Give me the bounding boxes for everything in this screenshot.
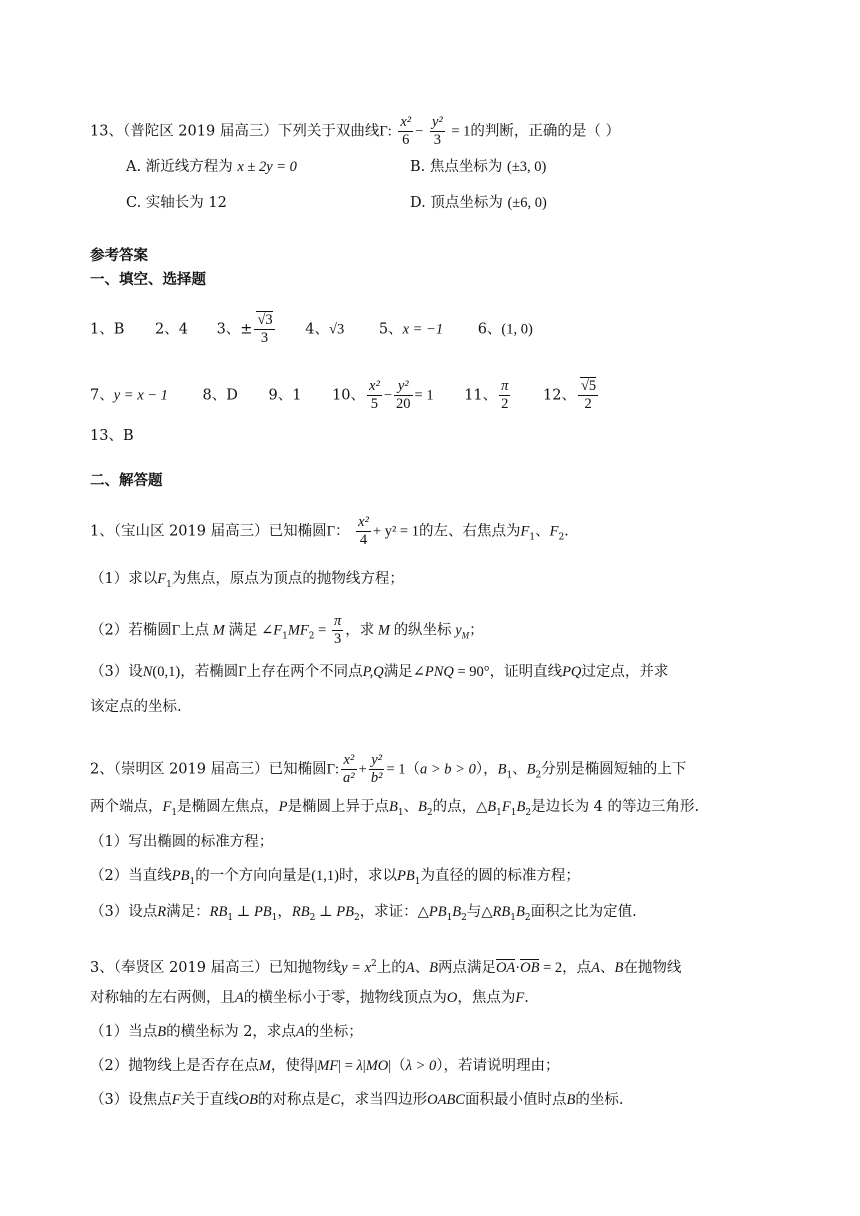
p3-part1: （1）当点B的横坐标为 2，求点A的坐标； <box>90 1024 363 1040</box>
section2-heading: 二、解答题 <box>90 472 163 489</box>
p1-stem: 1、（宝山区 2019 届高三）已知椭圆Γ： $\frac{\text{x²}}{4}$ + y² = 1的左、右焦点为$F_1$、$F_2$. <box>90 514 569 548</box>
p2-stem-cont: 两个端点，$F_1$是椭圆左焦点，P是椭圆上异于点$B_1$、$B_2$的点，$\triangle B_1F_1B_2$是边长为 4 的等边三角形. <box>90 799 700 818</box>
p1-part3-cont: 该定点的坐标. <box>90 699 182 715</box>
p1-part3: （3）设N(0,1)，若椭圆Γ上存在两个不同点P,Q满足∠PNQ = 90°，证明直线PQ过定点，并求 <box>90 664 669 680</box>
p3-part2: （2）抛物线上是否存在点M，使得|MF| = λ|MO|（λ > 0），若请说明理由； <box>90 1058 560 1074</box>
p3-part3: （3）设焦点F关于直线OB的对称点是C，求当四边形OABC面积最小值时点B的坐标. <box>90 1092 624 1108</box>
answers-heading: 参考答案 <box>90 247 148 264</box>
answer-13: 13、B <box>90 428 134 444</box>
q13-option-b: B. 焦点坐标为 (±3, 0) <box>410 159 547 175</box>
p1-part2: （2）若椭圆Γ上点 M 满足 $\angle F_1MF_2$ = $\frac{\pi}{3}$ ，求 M 的纵坐标 $y_M$； <box>90 613 484 647</box>
p2-stem: 2、（崇明区 2019 届高三）已知椭圆Γ: $\frac{\text{x²}}{\text{a²}}$ + $\frac{\text{y²}}{\text{b²}}$ = 1（a > b > 0），$B_1$、$B_2$分别是椭圆短轴的上下 <box>90 752 687 786</box>
q13-option-a: A. 渐近线方程为 x ± 2y = 0 <box>126 159 297 175</box>
p2-part2: （2）当直线$PB_1$的一个方向向量是(1,1)时，求以$PB_1$为直径的圆的标准方程； <box>90 868 580 887</box>
q13-option-c: C. 实轴长为 12 <box>126 195 227 211</box>
p2-part3: （3）设点R满足：$RB_1$ ⊥ $PB_1$，$RB_2$ ⊥ $PB_2$，求证：$\triangle PB_1B_2$与$\triangle RB_1B_2$面积之比为定值. <box>90 904 637 923</box>
answers-row1: 1、B 2、4 3、± $\frac{√3}{3}$ 4、√3 5、x = −1 6、(1, 0) <box>90 312 533 346</box>
p3-stem: 3、（奉贤区 2019 届高三）已知抛物线$y = x^2$上的A、B两点满足OA·OB = 2，点A、B在抛物线 <box>90 959 682 976</box>
p2-part1: （1）写出椭圆的标准方程； <box>90 834 274 850</box>
answers-row2: 7、y = x − 1 8、D 9、1 10、 $\frac{\text{x²}}{5}$ − $\frac{\text{y²}}{20}$ = 1 11、 $\frac{\pi}{2}$ 12、 $\frac{√5}{2}$ <box>90 378 597 412</box>
q13-frac2: $\frac{\text{y²}}{3}$ <box>431 114 443 148</box>
section1-heading: 一、填空、选择题 <box>90 271 206 288</box>
q13-option-d: D. 顶点坐标为 (±6, 0) <box>410 195 547 211</box>
q13-stem: 13、（普陀区 2019 届高三）下列关于双曲线Γ: $\frac{\text{x²}}{6}$ − $\frac{\text{y²}}{3}$ = 1的判断，正确的是（ ） <box>90 114 621 148</box>
p1-part1: （1）求以$F_1$为焦点，原点为顶点的抛物线方程； <box>90 571 404 590</box>
q13-frac1: $\frac{\text{x²}}{6}$ <box>400 114 412 148</box>
p3-stem-cont: 对称轴的左右两侧，且A的横坐标小于零，抛物线顶点为O，焦点为F. <box>90 990 529 1006</box>
